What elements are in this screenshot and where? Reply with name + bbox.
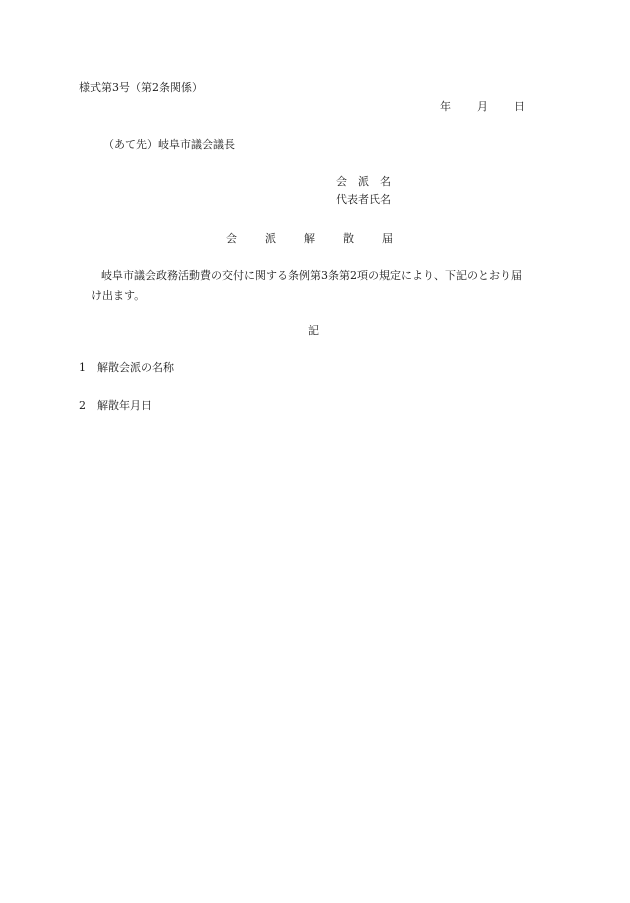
day-label: 日: [514, 100, 525, 113]
title-char: 解: [304, 232, 315, 245]
item-label: 解散年月日: [97, 399, 152, 412]
body-line-2: け出ます。: [91, 289, 146, 302]
title-char: 届: [382, 232, 393, 245]
title-char: 派: [265, 232, 276, 245]
addressee: （あて先）岐阜市議会議長: [103, 138, 235, 151]
month-label: 月: [477, 100, 488, 113]
record-mark: 記: [308, 324, 319, 337]
party-info: [336, 176, 391, 212]
form-number: 様式第3号（第2条関係）: [79, 81, 203, 94]
list-item: [79, 400, 152, 411]
body-paragraph: [79, 266, 549, 306]
title-char: 散: [343, 232, 354, 245]
representative-label: 代表者氏名: [336, 193, 391, 206]
item-number: 2: [79, 399, 86, 412]
body-line-1: 岐阜市議会政務活動費の交付に関する条例第3条第2項の規定により、下記のとおり届: [101, 269, 522, 282]
document-title: [226, 233, 393, 244]
date-fields: [440, 101, 525, 112]
item-label: 解散会派の名称: [97, 361, 174, 374]
title-char: 会: [226, 232, 237, 245]
year-label: 年: [440, 100, 451, 113]
item-number: 1: [79, 361, 86, 374]
list-item: [79, 362, 174, 373]
party-name-label: 会 派 名: [336, 175, 391, 188]
